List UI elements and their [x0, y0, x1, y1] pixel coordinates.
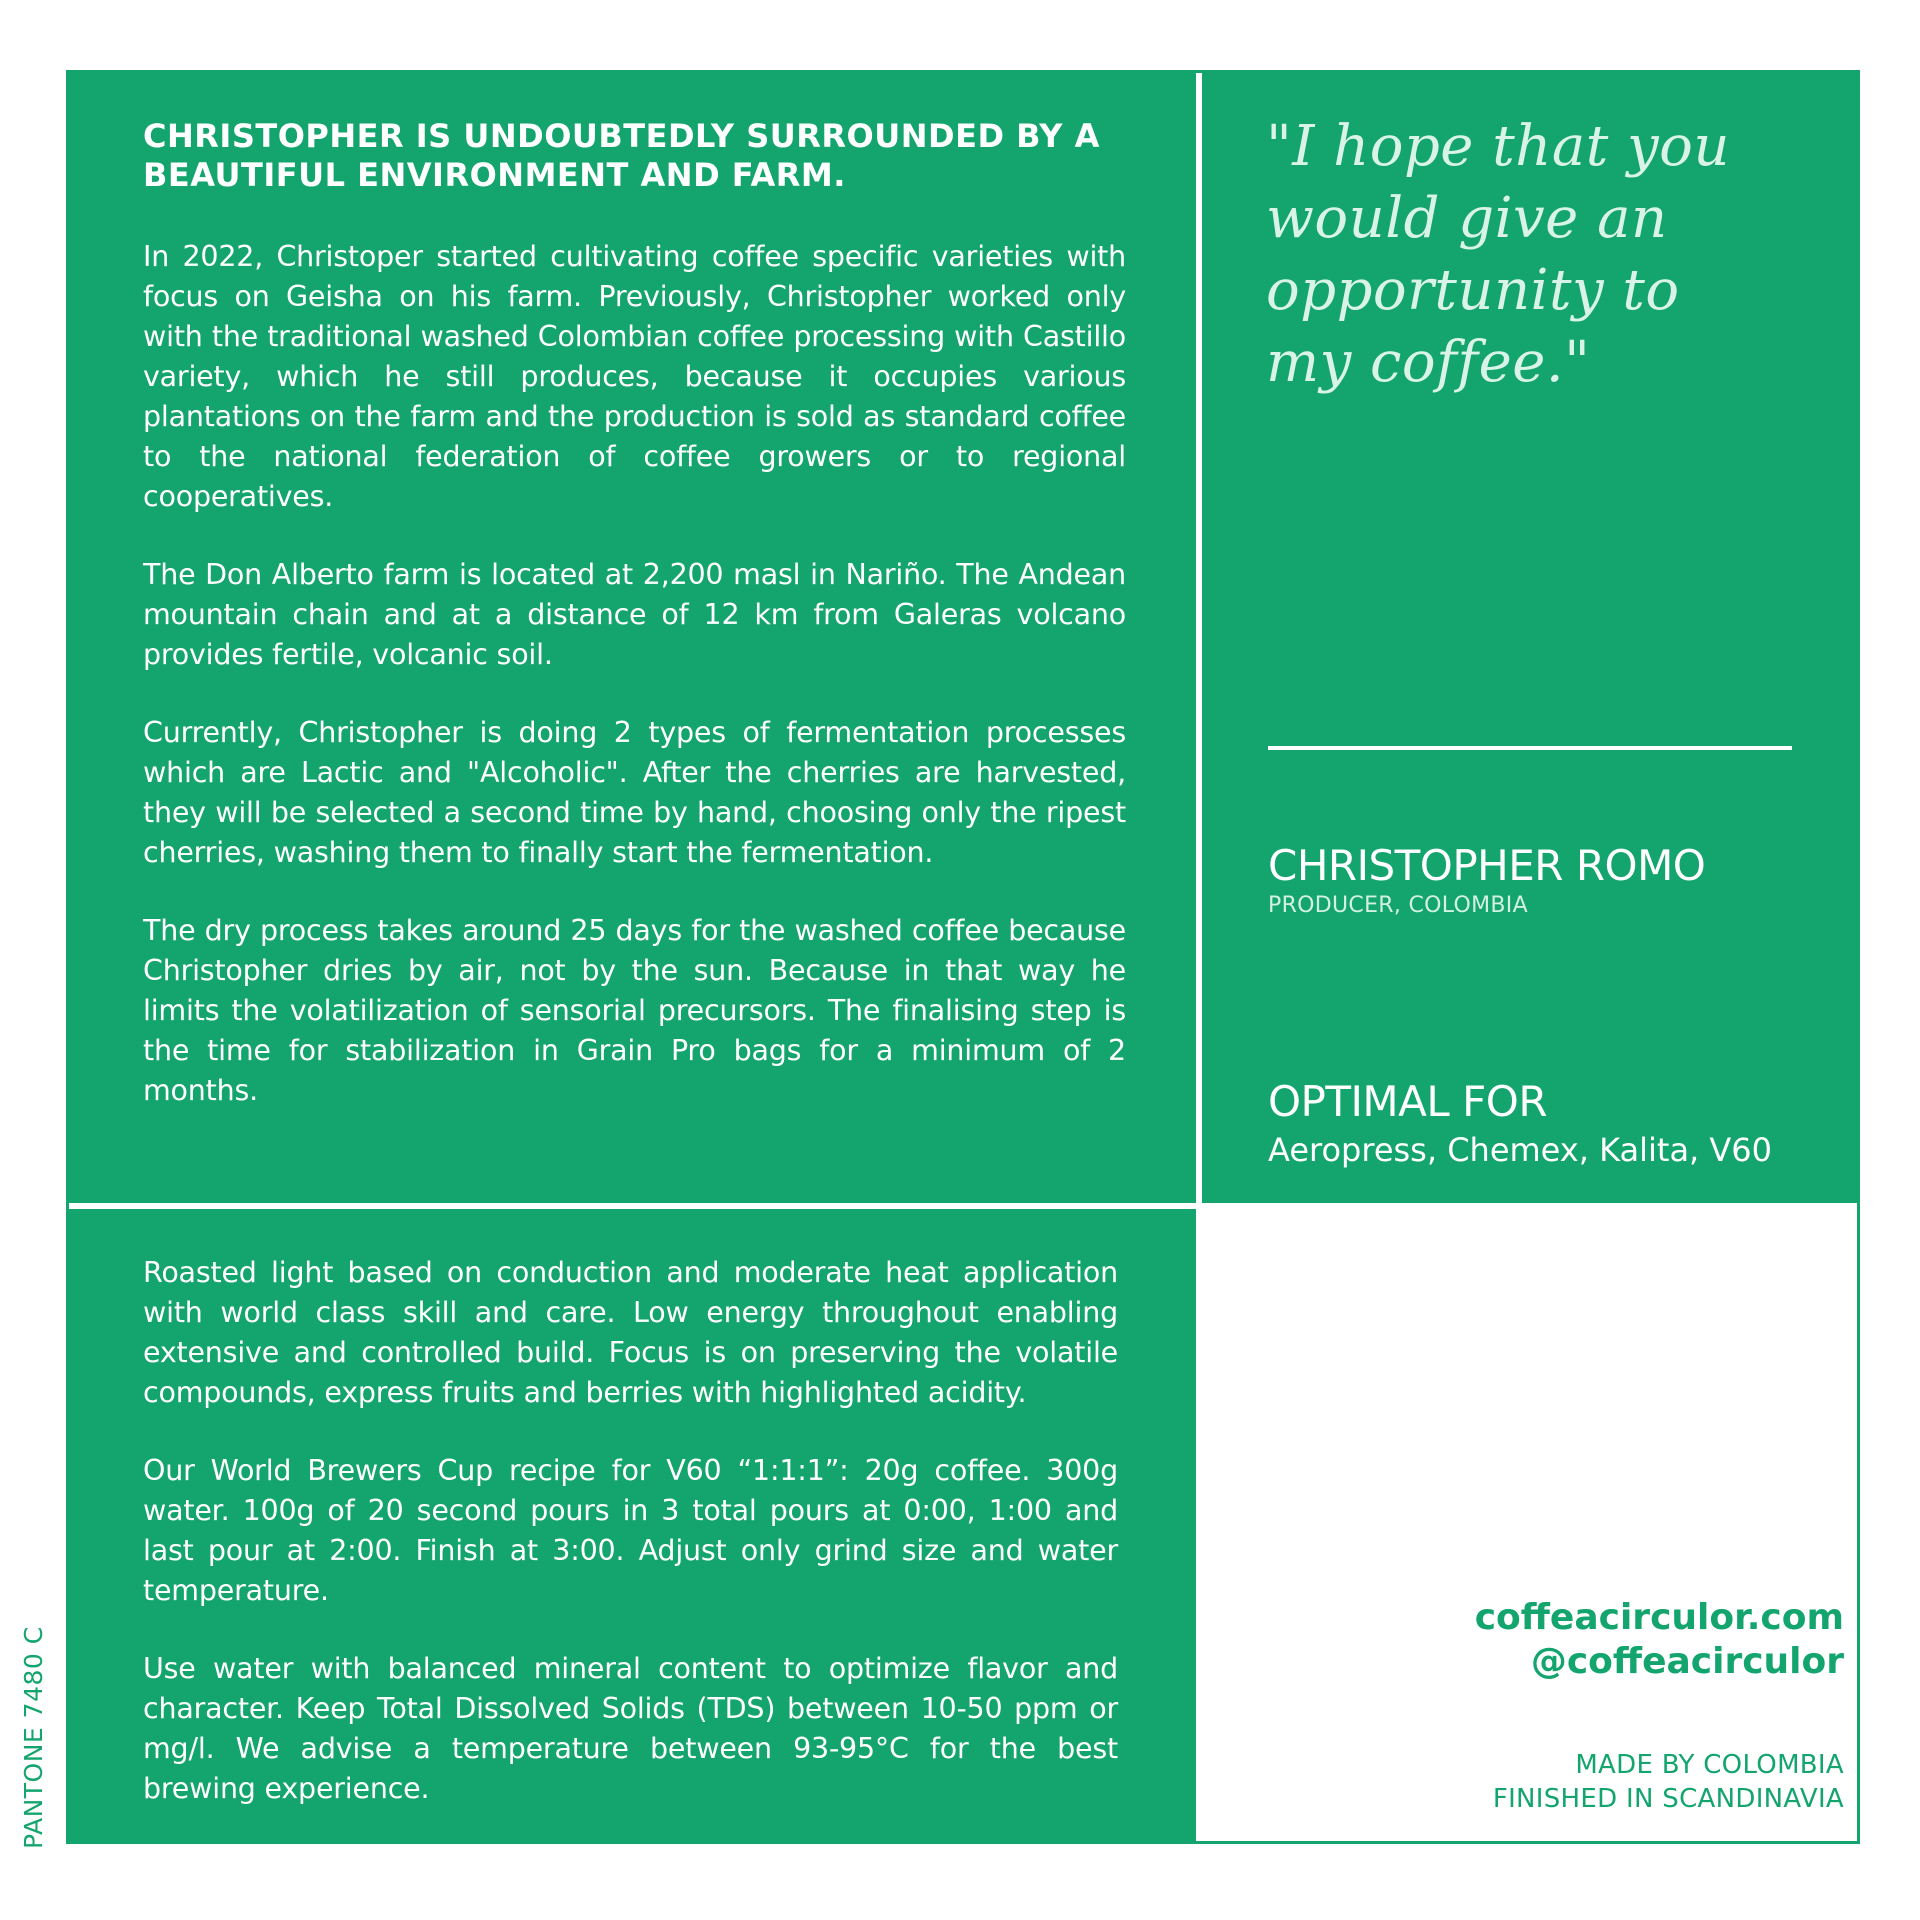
- quote-panel: [1202, 73, 1857, 1203]
- story-panel: [69, 73, 1196, 1203]
- origin-line-made: MADE BY COLOMBIA: [1575, 1750, 1844, 1780]
- website-link[interactable]: coffeacirculor.com: [1474, 1597, 1844, 1638]
- divider-rule: [1268, 746, 1792, 750]
- roast-paragraph: Roasted light based on conduction and moderate heat application with world class skill and care. Low energy throughout enabling extensive and controlled build. Focus is on preserving the volatile compounds, express fruits and berries with highlighted acidity.: [143, 1256, 1118, 1409]
- optimal-for-title: OPTIMAL FOR: [1268, 1077, 1548, 1126]
- story-paragraph: The dry process takes around 25 days for the washed coffee because Christopher dries by air, not by the sun. Because in that way he limits the volatilization of sensorial precursors. The finalising step is the time for stabilization in Grain Pro bags for a minimum of 2 months.: [143, 914, 1126, 1107]
- brew-methods: Aeropress, Chemex, Kalita, V60: [1268, 1131, 1772, 1169]
- story-heading: CHRISTOPHER IS UNDOUBTEDLY SURROUNDED BY A BEAUTIFUL ENVIRONMENT AND FARM.: [143, 117, 1100, 194]
- story-paragraph: Currently, Christopher is doing 2 types of fermentation processes which are Lactic and "Alcoholic". After the cherries are harvested, they will be selected a second time by hand, choosing only the ripest cherries, washing them to finally start the fermentation.: [143, 716, 1126, 869]
- contact-panel: [1202, 1209, 1857, 1841]
- producer-role: PRODUCER, COLOMBIA: [1268, 893, 1528, 918]
- producer-name: CHRISTOPHER ROMO: [1268, 841, 1706, 890]
- water-paragraph: Use water with balanced mineral content to optimize flavor and character. Keep Total Dissolved Solids (TDS) between 10-50 ppm or mg/l. We advise a temperature between 93-95°C for the best brewing experience.: [143, 1652, 1118, 1805]
- origin-line-finished: FINISHED IN SCANDINAVIA: [1492, 1784, 1844, 1814]
- story-paragraph: In 2022, Christoper started cultivating coffee specific varieties with focus on Geisha on his farm. Previously, Christopher worked only with the traditional washed Colombian coffee processing with Castillo variety, which he still produces, because it occupies various plantations on the farm and the production is sold as standard coffee to the national federation of coffee growers or to regional cooperatives.: [143, 240, 1126, 513]
- origin-statement: [1493, 1748, 1844, 1816]
- producer-quote: "I hope that you would give an opportunity to my coffee.": [1266, 114, 1730, 395]
- recipe-paragraph: Our World Brewers Cup recipe for V60 “1:1:1”: 20g coffee. 300g water. 100g of 20 second pours in 3 total pours at 0:00, 1:00 and last pour at 2:00. Finish at 3:00. Adjust only grind size and water temperature.: [143, 1454, 1118, 1607]
- contact-links: [1475, 1596, 1844, 1684]
- social-handle[interactable]: @coffeacirculor: [1530, 1641, 1844, 1682]
- story-paragraph: The Don Alberto farm is located at 2,200 masl in Nariño. The Andean mountain chain and at a distance of 12 km from Galeras volcano provides fertile, volcanic soil.: [143, 558, 1126, 671]
- pantone-note: PANTONE 7480 C: [19, 1626, 48, 1849]
- roast-panel: [69, 1209, 1196, 1841]
